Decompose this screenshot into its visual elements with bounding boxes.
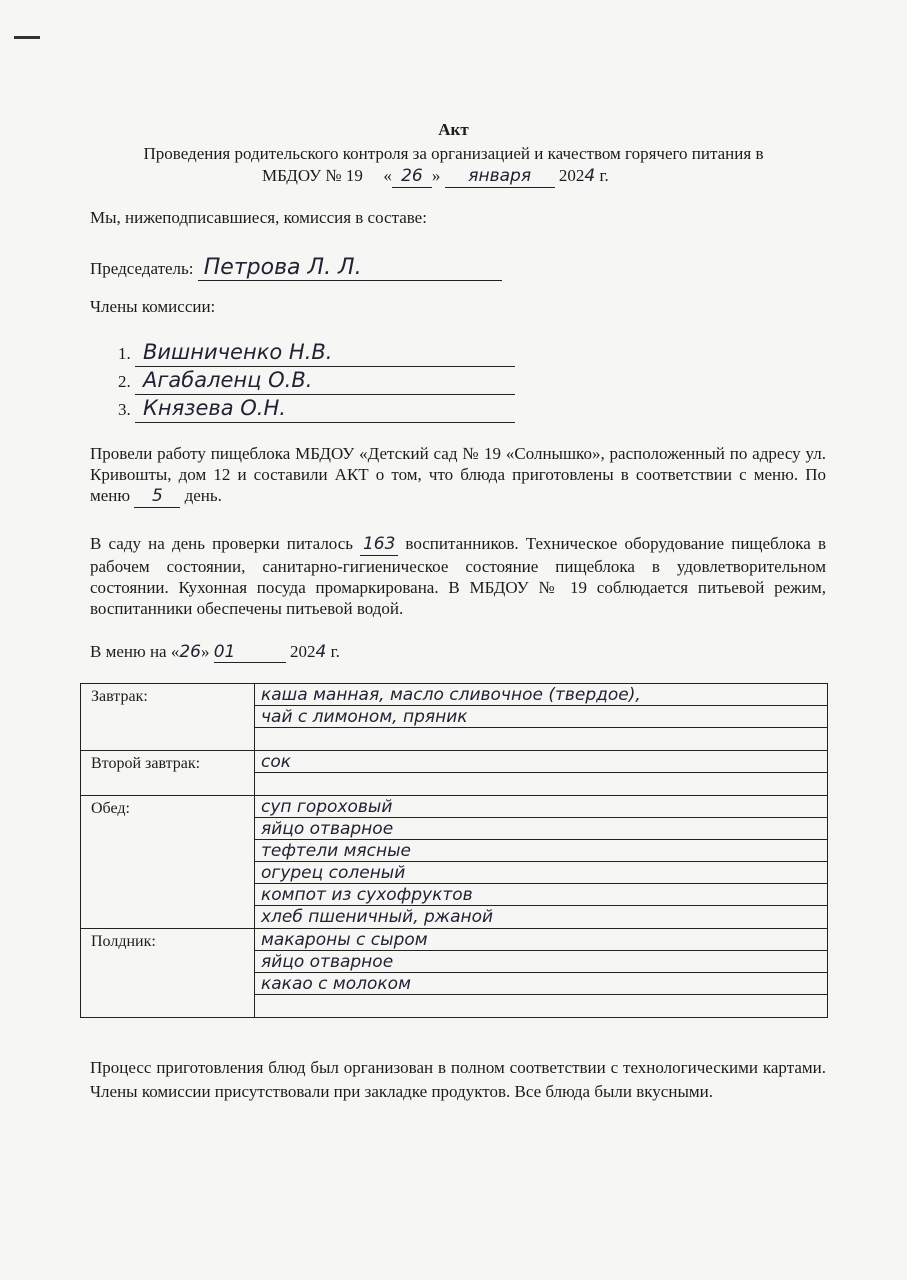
act-subtitle: Проведения родительского контроля за организацией и качеством горячего питания в <box>143 144 764 163</box>
menu-label: Второй завтрак: <box>81 751 255 796</box>
members-list <box>118 339 515 423</box>
menu-date-line: В меню на «26» 01 2024 г. <box>90 642 340 662</box>
act-title: Акт <box>438 120 469 139</box>
menu-item: макароны с сыром <box>255 929 827 951</box>
inspection-paragraph: Провели работу пищеблока МБДОУ «Детский сад № 19 «Солнышко», расположенный по адресу ул. Кривошты, дом 12 и составили АКТ о том, что блюда приготовлены в соответствии с меню. По меню 5 день. <box>90 444 826 506</box>
menu-items <box>255 929 828 1018</box>
menu-item: каша манная, масло сливочное (твердое), <box>255 684 827 706</box>
menu-item: хлеб пшеничный, ржаной <box>261 907 494 927</box>
menu-row-second-breakfast <box>81 751 828 796</box>
menu-item <box>255 773 827 795</box>
menu-row-lunch <box>81 796 828 929</box>
menu-table <box>80 683 828 1018</box>
act-month: января <box>445 165 555 188</box>
menu-item: тефтели мясные <box>255 840 827 862</box>
act-year-digit: 4 <box>584 166 596 186</box>
menu-label: Полдник: <box>81 929 255 1018</box>
org-prefix: МБДОУ № 19 <box>262 166 363 185</box>
menu-item: сок <box>255 751 827 773</box>
children-count: 163 <box>360 534 398 556</box>
menu-items <box>255 751 828 796</box>
act-date-line: МБДОУ № 19 « 26 » января 2024 г. <box>262 166 609 186</box>
menu-row-snack <box>81 929 828 1018</box>
member-3: 3. Князева О.Н. <box>118 395 515 423</box>
conditions-paragraph: В саду на день проверки питалось 163 воспитанников. Техническое оборудование пищеблока в рабочем состоянии, санитарно-гигиеническое состояние пищеблока в удовлетворительном состоянии. Кухонная посуда промаркирована. В МБДОУ № 19 соблюдается питьевой режим, воспитанники обеспечены питьевой водой. <box>90 534 827 618</box>
members-label: Члены комиссии: <box>90 297 216 316</box>
scan-mark <box>14 36 40 39</box>
menu-label: Обед: <box>81 796 255 929</box>
menu-item: какао с молоком <box>255 973 827 995</box>
menu-item: компот из сухофруктов <box>255 884 827 906</box>
chair-name: Петрова Л. Л. <box>198 255 502 281</box>
menu-row-breakfast <box>81 684 828 751</box>
chair-line <box>90 255 502 281</box>
menu-items <box>255 796 828 929</box>
menu-item: яйцо отварное <box>255 951 827 973</box>
menu-item <box>255 995 827 1017</box>
chair-label: Председатель: <box>90 259 194 278</box>
menu-item: яйцо отварное <box>255 818 827 840</box>
commission-intro: Мы, нижеподписавшиеся, комиссия в составе: <box>90 208 427 227</box>
menu-date-month: 01 <box>214 642 286 663</box>
menu-item: суп гороховый <box>255 796 827 818</box>
menu-day: 5 <box>134 486 180 508</box>
menu-item <box>255 728 827 750</box>
menu-item: чай с лимоном, пряник <box>255 706 827 728</box>
conclusion-paragraph: Процесс приготовления блюд был организован в полном соответствии с технологическими картами. Члены комиссии присутствовали при закладке продуктов. Все блюда были вкусными. <box>90 1058 826 1101</box>
menu-label: Завтрак: <box>81 684 255 751</box>
menu-item: огурец соленый <box>255 862 827 884</box>
act-day: 26 <box>392 165 432 188</box>
member-1: 1. Вишниченко Н.В. <box>118 339 515 367</box>
menu-date-day: 26 <box>179 642 201 662</box>
menu-items <box>255 684 828 751</box>
member-2: 2. Агабаленц О.В. <box>118 367 515 395</box>
